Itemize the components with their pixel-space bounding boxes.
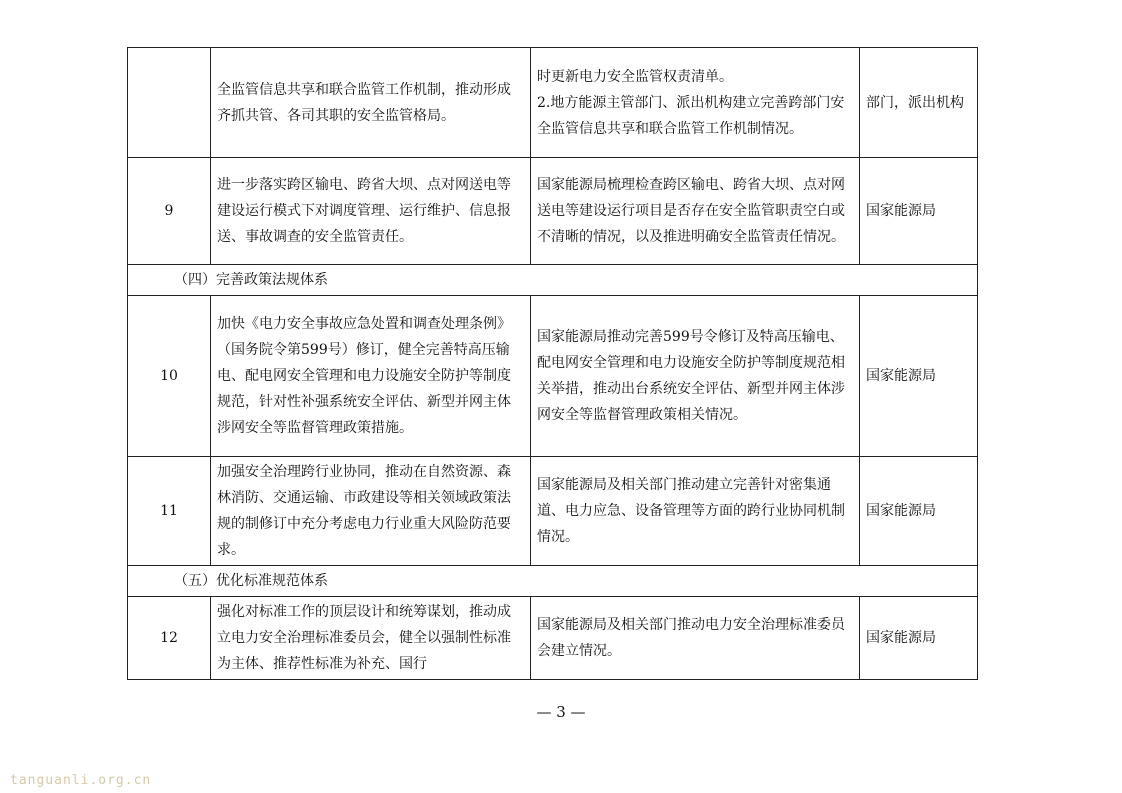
dept-cell: 部门，派出机构: [860, 48, 978, 158]
measure-cell: 强化对标准工作的顶层设计和统筹谋划，推动成立电力安全治理标准委员会，健全以强制性标准为主体、推荐性标准为补充、国行: [211, 597, 531, 680]
indicator-cell: 国家能源局及相关部门推动建立完善针对密集通道、电力应急、设备管理等方面的跨行业协同机制情况。: [531, 457, 860, 566]
indicator-cell: 国家能源局及相关部门推动电力安全治理标准委员会建立情况。: [531, 597, 860, 680]
indicator-cell: 国家能源局推动完善599号令修订及特高压输电、配电网安全管理和电力设施安全防护等制度规范相关举措，推动出台系统安全评估、新型并网主体涉网安全等监督管理政策相关情况。: [531, 296, 860, 457]
table-row: [128, 48, 978, 158]
measure-cell: 加强安全治理跨行业协同，推动在自然资源、森林消防、交通运输、市政建设等相关领域政策法规的制修订中充分考虑电力行业重大风险防范要求。: [211, 457, 531, 566]
row-number: 9: [128, 158, 211, 265]
table-row: [128, 158, 978, 265]
section-heading: （五）优化标准规范体系: [128, 566, 978, 597]
dept-cell: 国家能源局: [860, 597, 978, 680]
row-number: [128, 48, 211, 158]
measure-cell: 进一步落实跨区输电、跨省大坝、点对网送电等建设运行模式下对调度管理、运行维护、信息报送、事故调查的安全监管责任。: [211, 158, 531, 265]
watermark: tanguanli.org.cn: [10, 773, 152, 788]
dept-cell: 国家能源局: [860, 457, 978, 566]
measure-cell: 加快《电力安全事故应急处置和调查处理条例》（国务院令第599号）修订，健全完善特高压输电、配电网安全管理和电力设施安全防护等制度规范，针对性补强系统安全评估、新型并网主体涉网安全等监督管理政策措施。: [211, 296, 531, 457]
section-row: [128, 566, 978, 597]
table-row: [128, 597, 978, 680]
table-row: [128, 457, 978, 566]
page-number: — 3 —: [536, 703, 586, 721]
section-row: [128, 265, 978, 296]
table-row: [128, 296, 978, 457]
section-heading: （四）完善政策法规体系: [128, 265, 978, 296]
dept-cell: 国家能源局: [860, 296, 978, 457]
measure-cell: 全监管信息共享和联合监管工作机制，推动形成齐抓共管、各司其职的安全监管格局。: [211, 48, 531, 158]
policy-table: [127, 47, 978, 680]
dept-cell: 国家能源局: [860, 158, 978, 265]
indicator-text: 时更新电力安全监管权责清单。 2.地方能源主管部门、派出机构建立完善跨部门安全监管信息共享和联合监管工作机制情况。: [537, 68, 845, 137]
row-number: 10: [128, 296, 211, 457]
indicator-cell: [531, 48, 860, 158]
row-number: 11: [128, 457, 211, 566]
indicator-cell: 国家能源局梳理检查跨区输电、跨省大坝、点对网送电等建设运行项目是否存在安全监管职责空白或不清晰的情况，以及推进明确安全监管责任情况。: [531, 158, 860, 265]
row-number: 12: [128, 597, 211, 680]
